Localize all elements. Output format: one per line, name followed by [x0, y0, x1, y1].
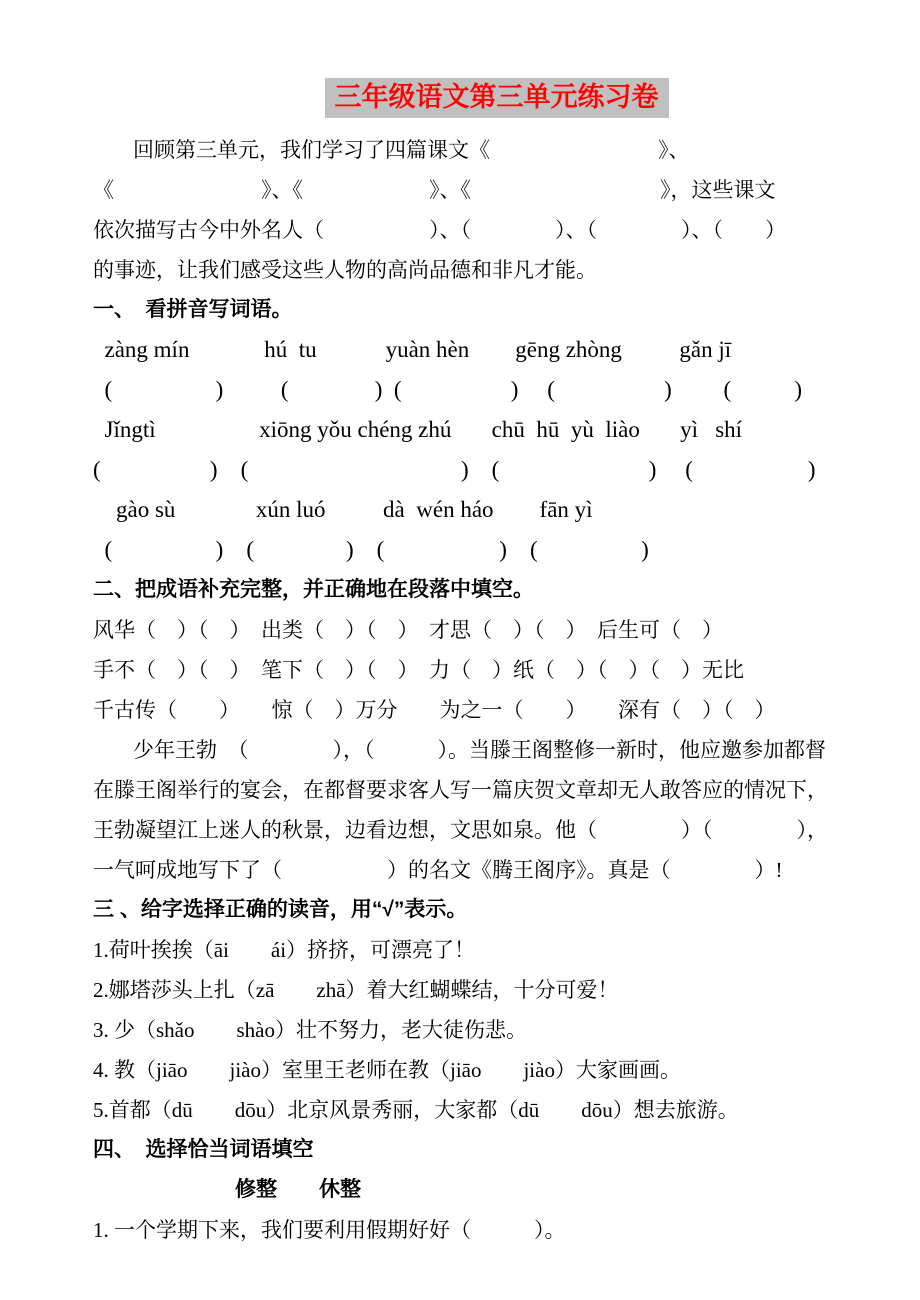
wangbo-paragraph-line-1: 少年王勃 （ ），（ ）。当滕王阁整修一新时，他应邀参加都督: [133, 737, 826, 762]
section2-heading: 二、把成语补充完整，并正确地在段落中填空。: [93, 577, 534, 601]
intro-line-4: 的事迹，让我们感受这些人物的高尚品德和非凡才能。: [93, 257, 597, 282]
wangbo-paragraph-line-3: 王勃凝望江上迷人的秋景，边看边想，文思如泉。他（ ）（ ），: [93, 817, 828, 842]
section1-heading: 一、 看拼音写词语。: [93, 297, 293, 321]
pronunciation-item-5: 5.首都（dū dōu）北京风景秀丽，大家都（dū dōu）想去旅游。: [93, 1097, 739, 1122]
intro-line-3: 依次描写古今中外名人（ ）、（ ）、（ ）、（ ）: [93, 217, 786, 242]
intro-line-2: 《 》、《 》、《 》，这些课文: [93, 177, 776, 202]
pronunciation-item-3: 3. 少（shǎo shào）壮不努力，老大徒伤悲。: [93, 1017, 527, 1042]
answer-blanks-row-2: ( ) ( ) ( ) ( ): [93, 456, 816, 482]
idiom-row-3: 千古传（ ） 惊（ ）万分 为之一（ ） 深有（ ）（ ）: [93, 697, 776, 722]
title-row: [83, 78, 910, 118]
idiom-row-1: 风华（ ）（ ） 出类（ ）（ ） 才思（ ）（ ） 后生可（ ）: [93, 617, 723, 642]
section4-heading: 四、 选择恰当词语填空: [93, 1137, 314, 1161]
pinyin-row-1: zàng mín hú tu yuàn hèn gēng zhòng gǎn jī: [93, 336, 732, 362]
answer-blanks-row-3: ( ) ( ) ( ) ( ): [93, 536, 649, 562]
section3-heading: 三 、给字选择正确的读音，用“√”表示。: [93, 897, 468, 921]
pronunciation-item-1: 1.荷叶挨挨（āi ái）挤挤，可漂亮了！: [93, 937, 476, 962]
intro-line-1: 回顾第三单元，我们学习了四篇课文《 》、: [133, 137, 690, 162]
wangbo-paragraph-line-2: 在滕王阁举行的宴会，在都督要求客人写一篇庆贺文章却无人敢答应的情况下，: [93, 777, 828, 802]
section4-item-1: 1. 一个学期下来，我们要利用假期好好（ ）。: [93, 1217, 566, 1242]
pinyin-row-2: Jǐngtì xiōng yǒu chéng zhú chū hū yù liào yì shí: [93, 416, 743, 442]
page-title: 三年级语文第三单元练习卷: [325, 78, 669, 118]
idiom-row-2: 手不（ ）（ ） 笔下（ ）（ ） 力（ ）纸（ ）（ ）（ ）无比: [93, 657, 744, 682]
word-bank: 修整 休整: [235, 1177, 361, 1201]
pronunciation-item-4: 4. 教（jiāo jiào）室里王老师在教（jiāo jiào）大家画画。: [93, 1057, 681, 1082]
pinyin-row-3: gào sù xún luó dà wén háo fān yì: [93, 496, 593, 522]
pronunciation-item-2: 2.娜塔莎头上扎（zā zhā）着大红蝴蝶结，十分可爱！: [93, 977, 619, 1002]
answer-blanks-row-1: ( ) ( ) ( ) ( ) ( ): [93, 376, 803, 402]
wangbo-paragraph-line-4: 一气呵成地写下了（ ）的名文《腾王阁序》。真是（ ）!: [93, 857, 783, 882]
